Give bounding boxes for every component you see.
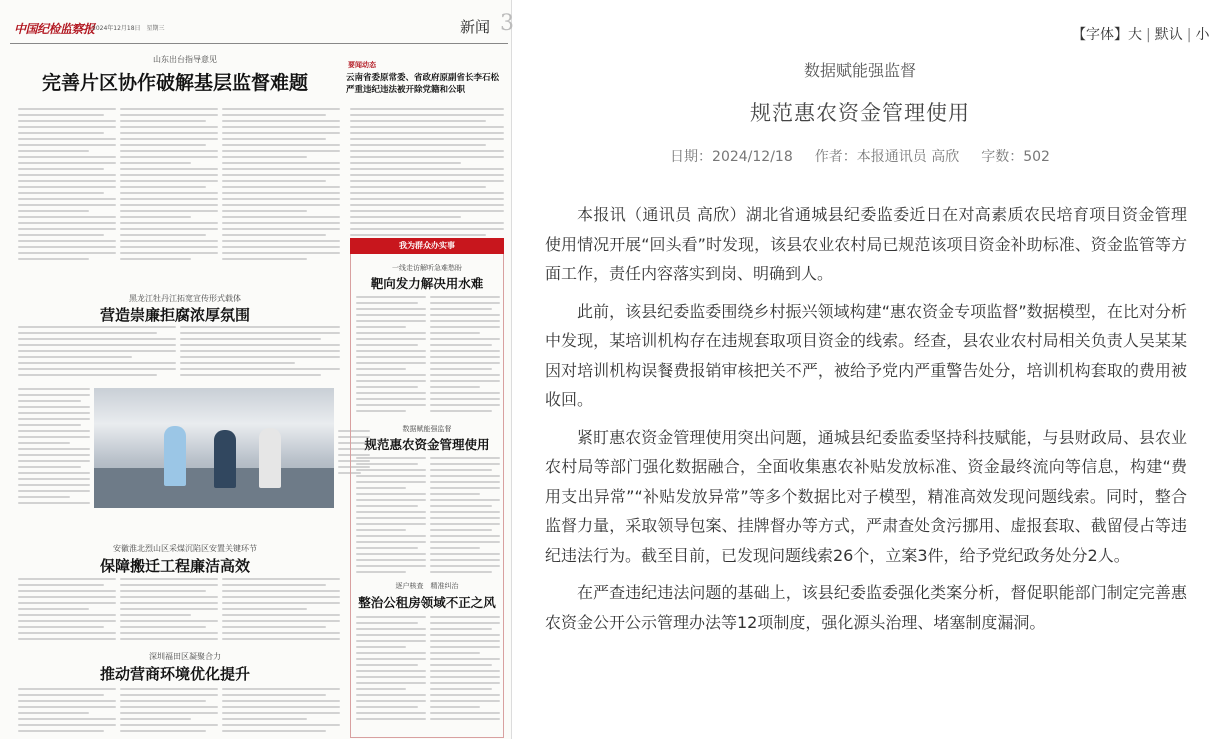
headline-kicker: 深圳福田区凝聚合力 (149, 652, 221, 661)
newspaper-page-image[interactable] (0, 0, 512, 739)
masthead (10, 11, 514, 44)
article-column (18, 578, 116, 644)
article-column (18, 688, 116, 736)
article-body (545, 200, 1187, 645)
paper-date: 2024年12月18日 星期三 (92, 25, 165, 32)
article-column (222, 578, 340, 644)
headline-link[interactable]: 靶向发力解决用水难 (370, 276, 484, 291)
article-column (222, 688, 340, 736)
article-paragraph: 此前，该县纪委监委围绕乡村振兴领域构建“惠农资金专项监督”数据模型，在比对分析中发现，某培训机构存在违规套取项目资金的线索。经查，县农业农村局相关负责人吴某某因对培训机构误餐费报销审核把关不严，被给予党内严重警告处分，培训机构套取的费用被收回。 (545, 301, 1187, 409)
article-date: 2024/12/18 (712, 149, 793, 165)
article-paragraph: 紧盯惠农资金管理使用突出问题，通城县纪委监委坚持科技赋能，与县财政局、县农业农村局等部门强化数据融合，全面收集惠农补贴发放标准、资金最终流向等信息，构建“费用支出异常”“补贴发放异常”等多个数据比对子模型，精准高效发现问题线索。同时，整合监督力量，采取领导包案、挂牌督办等方式，严肃查处贪污挪用、虚报套取、截留侵占等违纪违法行为。截至目前，已发现问题线索26个，立案3件，给予党纪政务处分2人。 (545, 427, 1187, 565)
article-title: 规范惠农资金管理使用 (750, 101, 970, 125)
article-column (120, 578, 218, 644)
headline-link[interactable]: 整治公租房领域不正之风 (358, 595, 496, 610)
article-column (430, 296, 500, 416)
article-meta (530, 146, 1190, 166)
paper-logo: 中国纪检监察报 (14, 22, 95, 36)
headline-kicker: 山东出台指导意见 (153, 55, 217, 64)
article-wordcount: 502 (1023, 149, 1050, 165)
headline-link[interactable]: 云南省委原常委、省政府原副省长李石松严重违纪违法被开除党籍和公职 (346, 73, 500, 95)
article-column (18, 326, 176, 380)
article-subtitle: 数据赋能强监督 (803, 61, 916, 80)
font-size-control: 【字体】大 | 默认 | 小 (1072, 27, 1209, 43)
headline-link[interactable]: 保障搬迁工程廉洁高效 (99, 557, 250, 575)
author-label: 作者： (814, 149, 857, 165)
headline-kicker: 黑龙江牡丹江拓宽宣传形式载体 (129, 294, 241, 303)
paper-section: 新闻 (460, 18, 491, 36)
headline-kicker: 安徽淮北烈山区采煤沉陷区安置关键环节 (113, 544, 257, 553)
font-size-label: 【字体】 (1072, 27, 1128, 43)
article-column (430, 616, 500, 724)
article-column (356, 616, 426, 724)
headline-kicker: 数据赋能强监督 (402, 425, 452, 433)
article-column (356, 457, 426, 577)
article-paragraph: 在严查违纪违法问题的基础上，该县纪委监委强化类案分析，督促职能部门制定完善惠农资金公开公示管理办法等12项制度，强化源头治理、堵塞制度漏洞。 (545, 583, 1187, 632)
article-column (18, 388, 90, 508)
news-photo[interactable] (94, 388, 334, 508)
font-size-default[interactable]: 默认 (1154, 27, 1183, 43)
article-column (350, 108, 504, 240)
news-tag: 要闻动态 (348, 61, 376, 69)
article-column (430, 457, 500, 577)
wordcount-label: 字数： (981, 149, 1024, 165)
article-paragraph: 本报讯（通讯员 高欣）湖北省通城县纪委监委近日在对高素质农民培育项目资金管理使用情况开展“回头看”时发现，该县农业农村局已规范该项目资金补助标准、资金监管等方面工作，责任内容落实到岗、明确到人。 (545, 205, 1187, 283)
headline-link[interactable]: 营造崇廉拒腐浓厚氛围 (99, 306, 250, 324)
article-column (120, 688, 218, 736)
article-column (120, 108, 218, 264)
special-banner: 我为群众办实事 (350, 238, 504, 254)
headline-kicker: 逐户核查 精准纠治 (395, 582, 459, 590)
article-author: 本报通讯员 高欣 (856, 149, 960, 165)
date-label: 日期： (670, 149, 713, 165)
headline-link[interactable]: 推动营商环境优化提升 (99, 665, 250, 683)
font-size-large[interactable]: 大 (1128, 27, 1142, 43)
font-size-small[interactable]: 小 (1195, 27, 1209, 43)
article-column (180, 326, 340, 380)
paper-page-number: 3 (500, 11, 514, 36)
article-column (18, 108, 116, 264)
article-column (222, 108, 340, 264)
headline-link[interactable]: 完善片区协作破解基层监督难题 (41, 72, 308, 94)
headline-link-current[interactable]: 规范惠农资金管理使用 (364, 437, 490, 452)
headline-kicker: 一线走访解听急难愁盼 (392, 264, 462, 272)
article-column (356, 296, 426, 416)
